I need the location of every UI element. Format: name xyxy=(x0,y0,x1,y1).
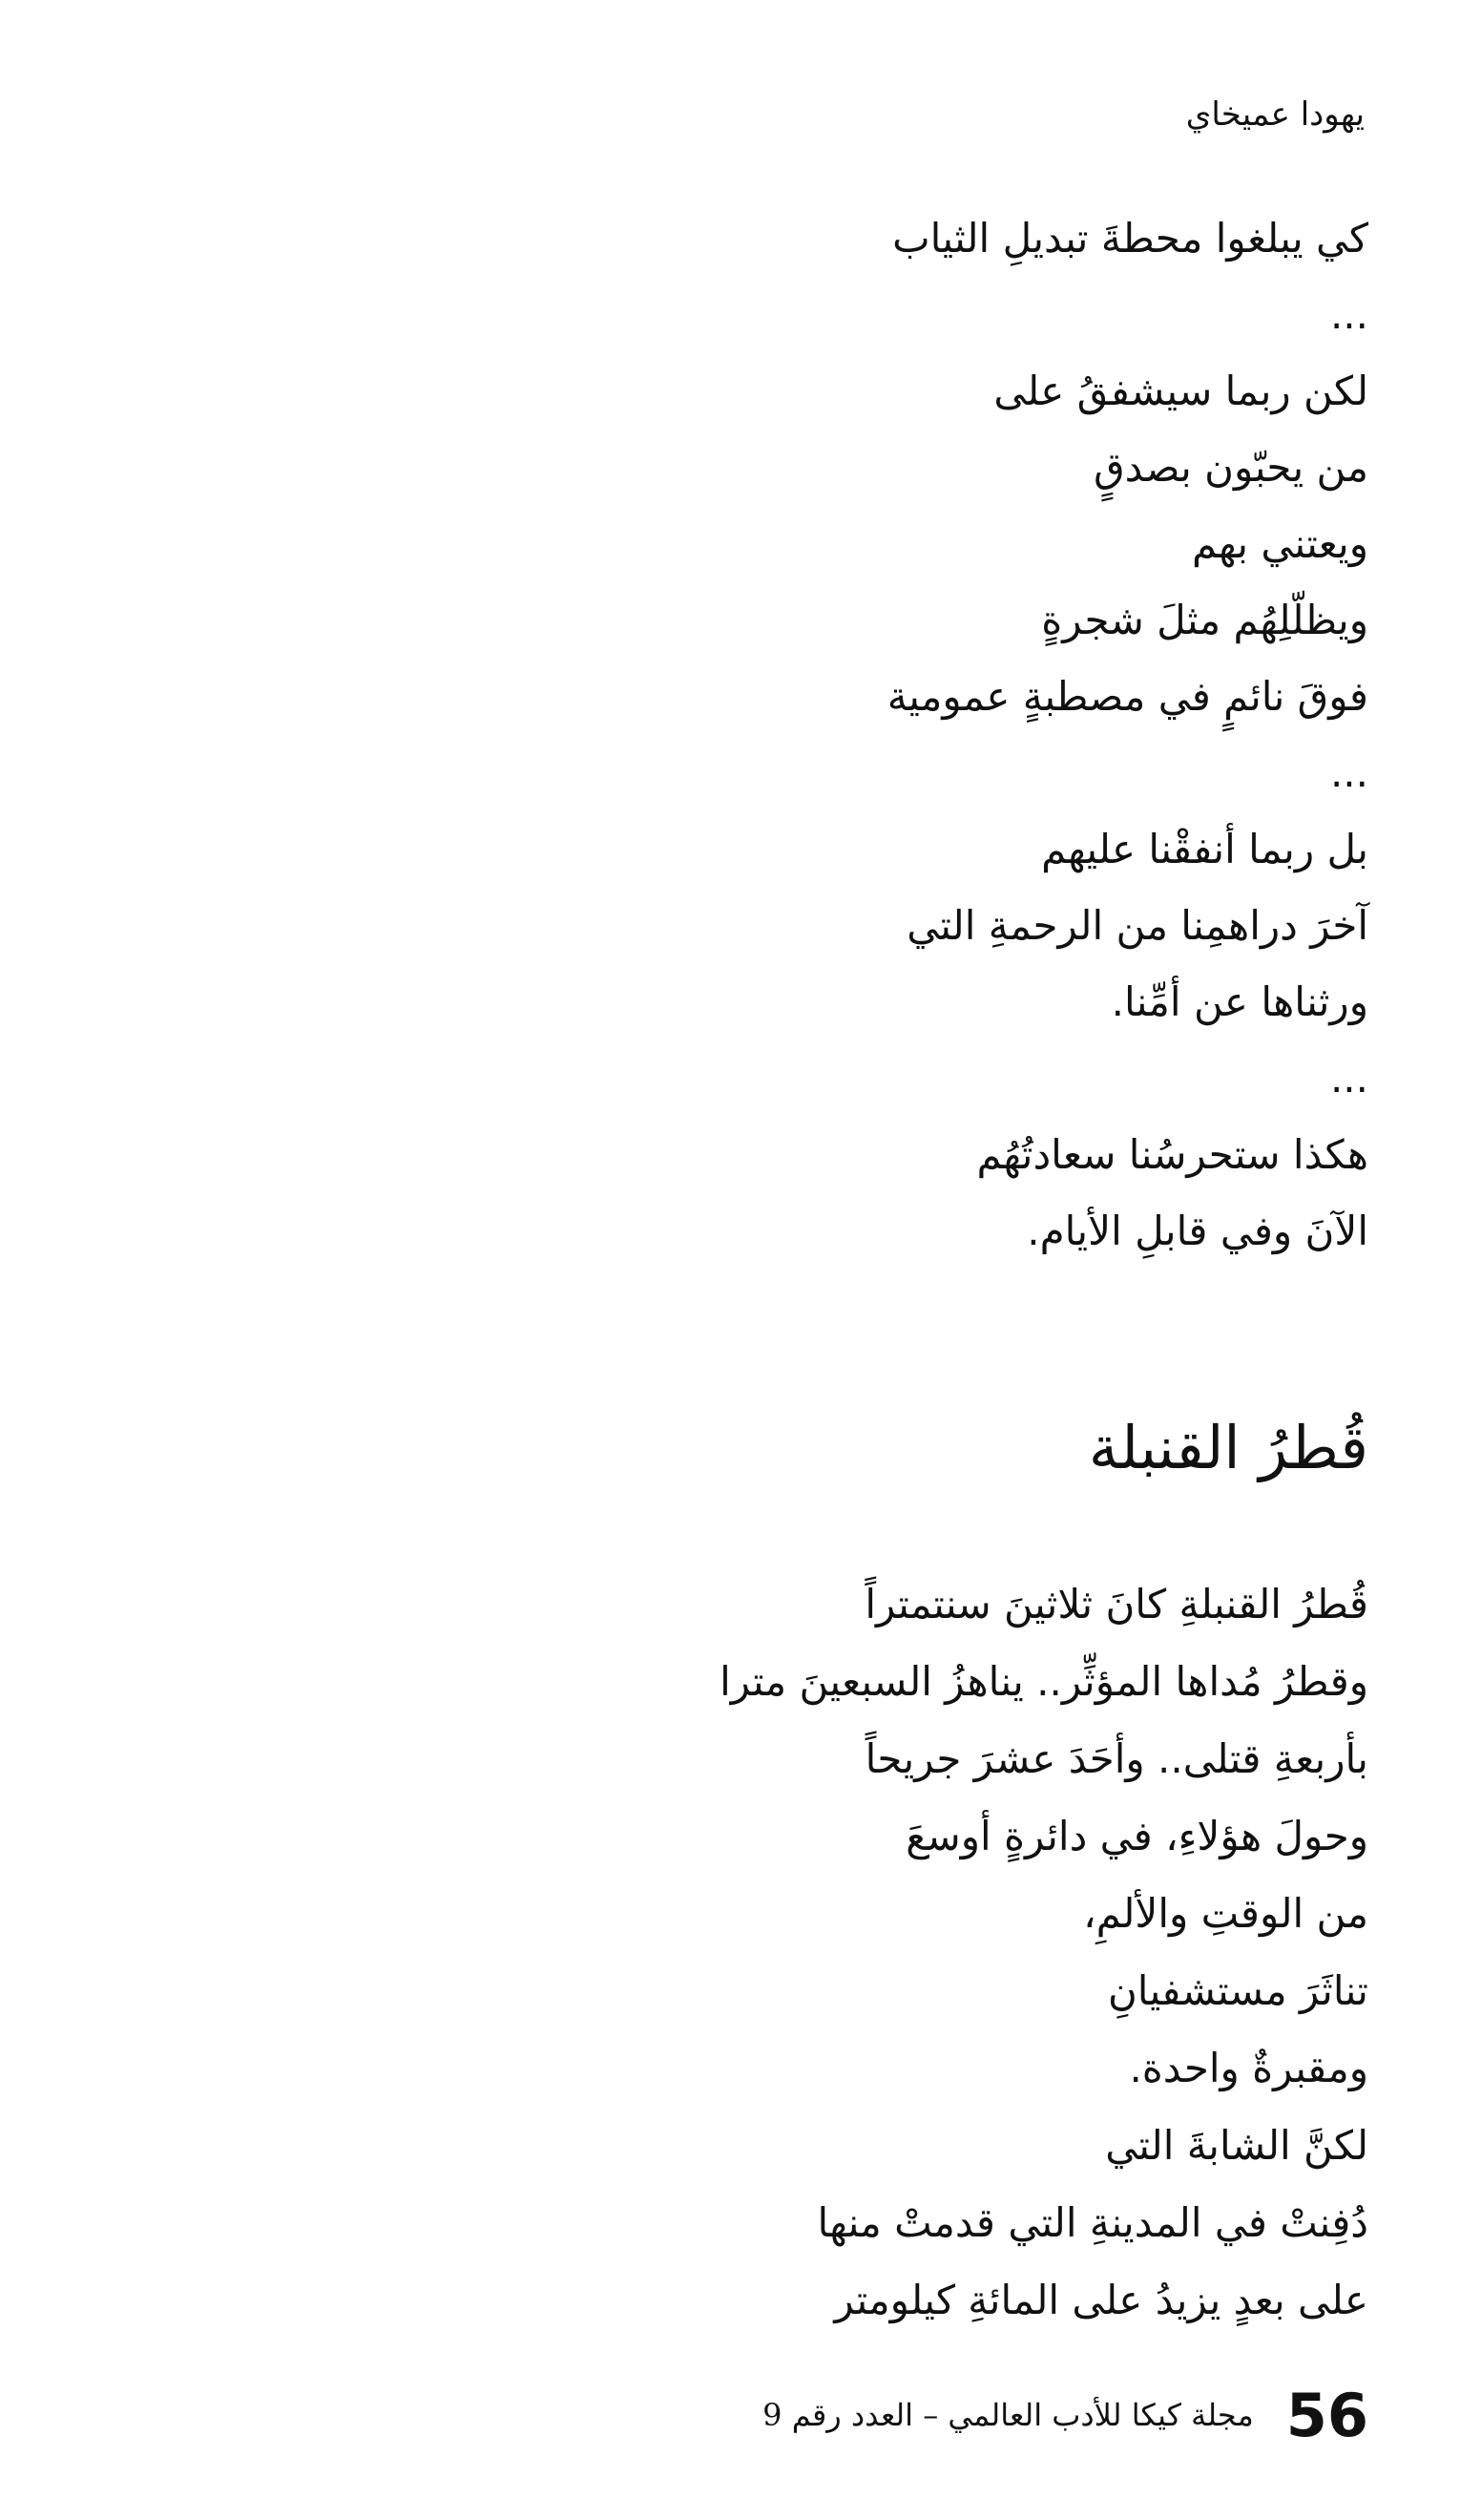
poem-line: قُطرُ القنبلةِ كانَ ثلاثينَ سنتمتراً xyxy=(865,1581,1368,1628)
poem-line: كي يبلغوا محطةَ تبديلِ الثياب xyxy=(892,215,1368,262)
author-name: يهودا عميخاي xyxy=(1185,95,1365,134)
poem-line: تناثَرَ مستشفيانِ xyxy=(1107,1967,1368,2014)
journal-issue: مجلة كيكا للأدب العالمي – العدد رقم 9 xyxy=(762,2397,1254,2433)
page-footer xyxy=(762,2377,1368,2453)
poem-line: وقطرُ مُداها المؤثِّر.. يناهزُ السبعينَ مترا xyxy=(720,1658,1368,1705)
poem-line: الآنَ وفي قابلِ الأيام. xyxy=(1027,1208,1368,1254)
poem-one-stanzas xyxy=(887,200,1368,1270)
poem-title: قُطرُ القنبلة xyxy=(1088,1413,1368,1482)
poem-line: من الوقتِ والألمِ، xyxy=(1083,1890,1368,1937)
poem-line: لكنَّ الشابةَ التي xyxy=(1105,2122,1368,2169)
poem-ellipsis: ... xyxy=(1329,1055,1368,1102)
poem-line: وحولَ هؤلاءِ، في دائرةٍ أوسعَ xyxy=(906,1813,1368,1859)
page-number: 56 xyxy=(1285,2380,1368,2450)
poem-line: ويعتني بهم xyxy=(1192,520,1368,567)
poem-line: بل ربما أنفقْنا عليهم xyxy=(1041,826,1368,872)
poem-line: آخرَ دراهمِنا من الرحمةِ التي xyxy=(907,902,1368,949)
poem-line: لكن ربما سيشفقُ على xyxy=(993,368,1368,414)
poem-line: ومقبرةٌ واحدة. xyxy=(1129,2045,1368,2091)
poem-line: بأربعةِ قتلى.. وأحَدَ عشرَ جريحاً xyxy=(865,1735,1368,1782)
poem-line: هكذا ستحرسُنا سعادتُهُم xyxy=(976,1131,1368,1178)
poem-line: فوقَ نائمٍ في مصطبةٍ عمومية xyxy=(887,673,1368,720)
poem-line: على بعدٍ يزيدُ على المائةِ كيلومتر xyxy=(834,2277,1368,2323)
poem-line: ويظلّلِهُم مثلَ شجرةٍ xyxy=(1041,597,1368,643)
poem-line: دُفِنتْ في المدينةِ التي قدمتْ منها xyxy=(817,2199,1368,2246)
poem-two-stanza xyxy=(720,1565,1368,2339)
poem-ellipsis: ... xyxy=(1329,749,1368,796)
poem-line: من يحبّون بصدقٍ xyxy=(1094,444,1368,491)
poem-ellipsis: ... xyxy=(1329,291,1368,338)
poem-line: ورثناها عن أمِّنا. xyxy=(1111,978,1368,1025)
